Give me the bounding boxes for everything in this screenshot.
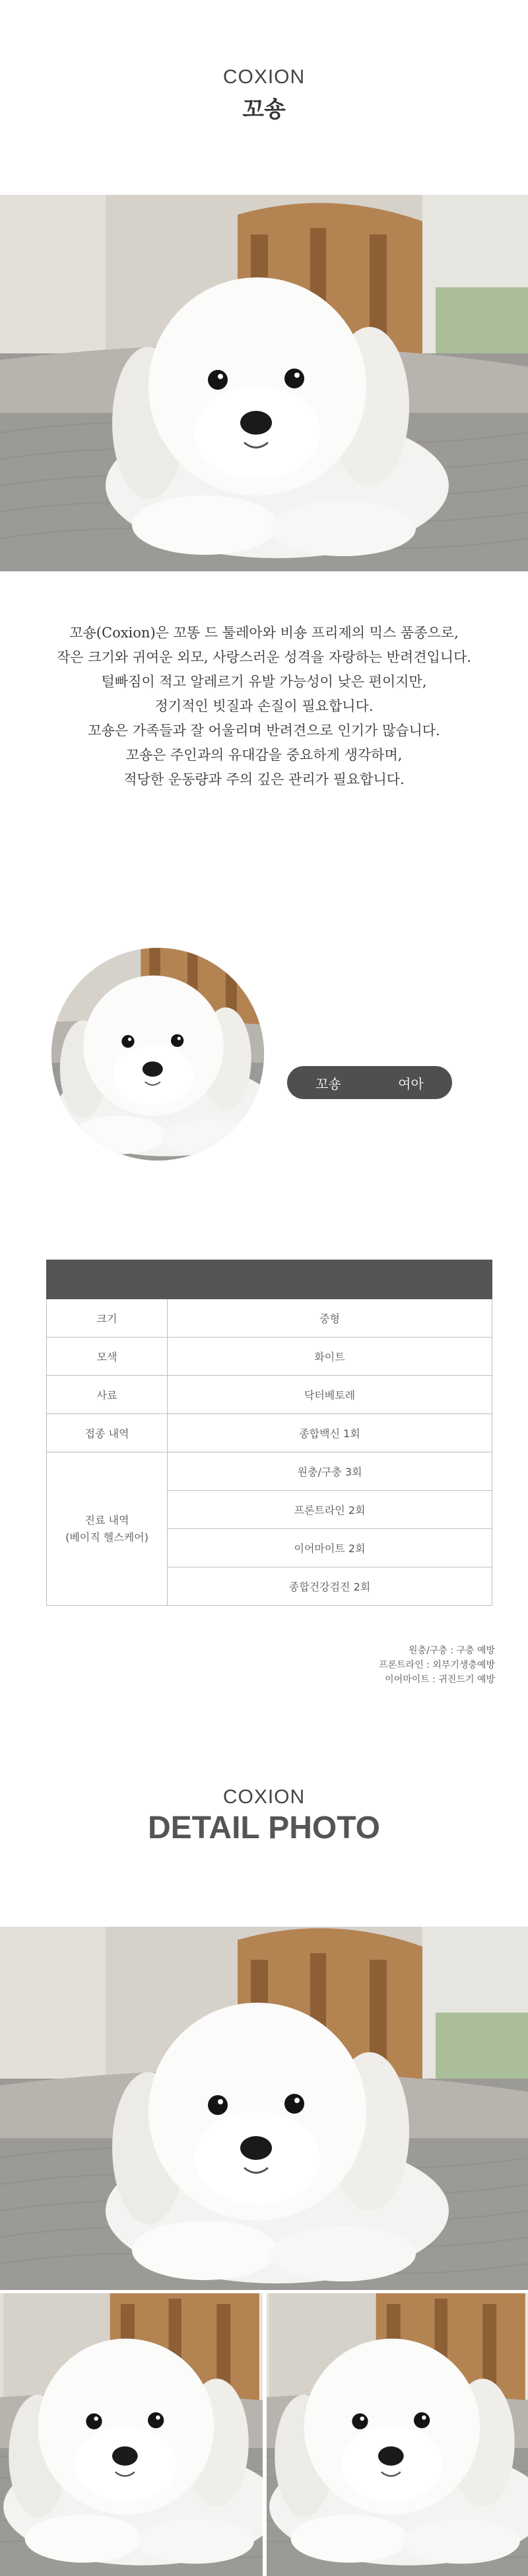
detail-brand-label: COXION	[222, 1786, 306, 1808]
intro-line: 작은 크기와 귀여운 외모, 사랑스러운 성격을 자랑하는 반려견입니다.	[56, 649, 472, 665]
care-item: 종합건강검진 2회	[168, 1567, 492, 1606]
profile-sex: 여아	[398, 1075, 424, 1092]
table-cell-value: 종합백신 1회	[168, 1414, 492, 1452]
table-cell-value: 중형	[168, 1299, 492, 1338]
care-label: 진료 내역	[84, 1513, 129, 1526]
header	[0, 66, 528, 124]
intro-line: 정기적인 빗질과 손질이 필요합니다.	[154, 698, 374, 714]
brand-label: COXION	[222, 66, 306, 88]
care-item: 이어마이트 2회	[168, 1529, 492, 1567]
info-table	[46, 1260, 492, 1606]
table-row	[47, 1414, 492, 1452]
intro-line: 꼬숑은 가족들과 잘 어울리며 반려견으로 인기가 많습니다.	[88, 723, 440, 738]
table-cell-value: 화이트	[168, 1338, 492, 1376]
detail-photo-left	[0, 2293, 263, 2576]
care-sublabel: (베이직 헬스케어)	[65, 1530, 148, 1544]
footnote: 이어마이트 : 귀진드기 예방	[385, 1674, 495, 1685]
table-cell-label: 모색	[47, 1338, 168, 1376]
detail-photo-large	[0, 1927, 528, 2290]
intro-line: 털빠짐이 적고 알레르기 유발 가능성이 낮은 편이지만,	[101, 674, 427, 690]
table-cell-label: 접종 내역	[47, 1414, 168, 1452]
care-label-cell	[47, 1452, 168, 1606]
breed-title: 꼬숑	[242, 96, 286, 123]
intro-text	[40, 621, 488, 792]
main-photo	[0, 195, 528, 571]
table-cell-value: 닥터베토레	[168, 1376, 492, 1414]
detail-title: DETAIL PHOTO	[147, 1810, 381, 1845]
table-row	[47, 1299, 492, 1338]
footnote: 원충/구충 : 구충 예방	[409, 1645, 495, 1656]
detail-header	[0, 1786, 528, 1846]
intro-line: 꼬숑(Coxion)은 꼬똥 드 툴레아와 비숑 프리제의 믹스 품종으로,	[69, 625, 459, 641]
footnotes	[379, 1643, 495, 1687]
table-row	[47, 1376, 492, 1414]
table-header	[47, 1260, 492, 1299]
profile-badge	[287, 1066, 452, 1099]
care-item: 원충/구충 3회	[168, 1452, 492, 1491]
profile-name: 꼬숑	[315, 1075, 341, 1092]
detail-photo-right	[267, 2293, 528, 2576]
intro-line: 적당한 운동량과 주의 깊은 관리가 필요합니다.	[123, 771, 405, 787]
table-cell-label: 사료	[47, 1376, 168, 1414]
footnote: 프론트라인 : 외부기생충예방	[379, 1660, 495, 1670]
intro-line: 꼬숑은 주인과의 유대감을 중요하게 생각하며,	[125, 747, 403, 763]
table-row	[47, 1338, 492, 1376]
care-item: 프론트라인 2회	[168, 1491, 492, 1529]
table-cell-label: 크기	[47, 1299, 168, 1338]
profile-photo	[51, 948, 264, 1161]
table-row	[47, 1452, 492, 1491]
